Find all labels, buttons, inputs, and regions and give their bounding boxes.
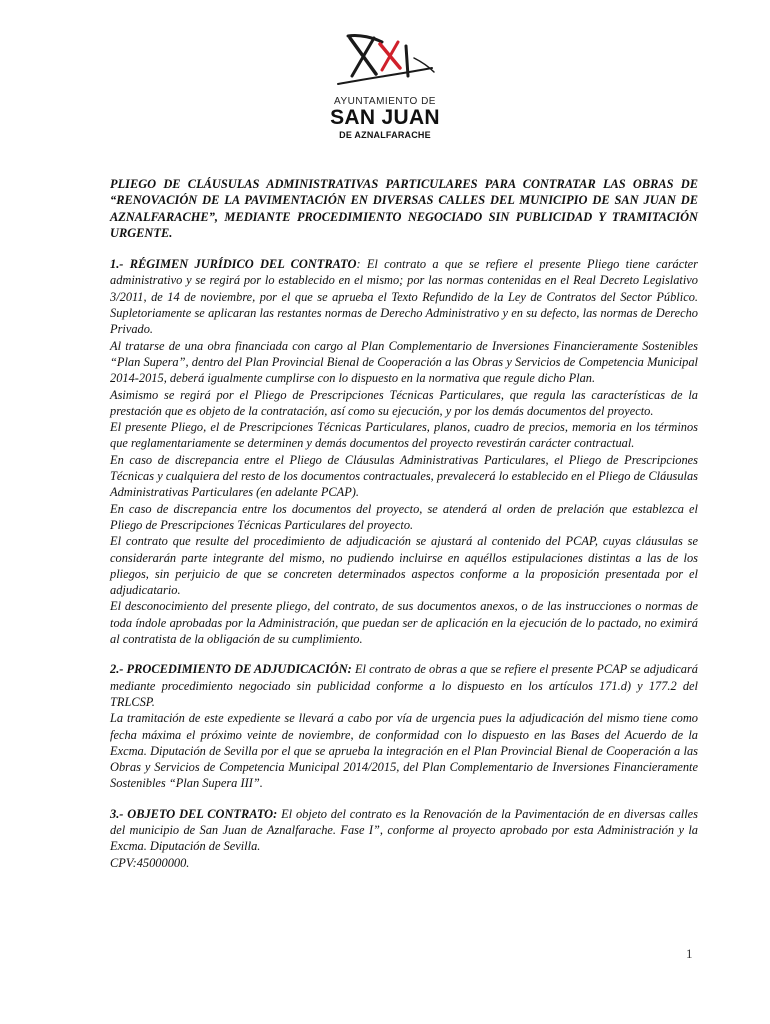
municipal-logo <box>320 28 450 168</box>
section-objeto-contrato <box>110 806 698 871</box>
document-title: PLIEGO DE CLÁUSULAS ADMINISTRATIVAS PARTICULARES PARA CONTRATAR LAS OBRAS DE “RENOVACIÓN DE LA PAVIMENTACIÓN EN DIVERSAS CALLES DEL MUNICIPIO DE SAN JUAN DE AZNALFARACHE”, MEDIANTE PROCEDIMIENTO NEGOCIADO SIN PUBLICIDAD Y TRAMITACIÓN URGENTE. <box>110 177 698 240</box>
logo-location: DE AZNALFARACHE <box>339 130 431 140</box>
section-1-paragraph-2: Al tratarse de una obra financiada con cargo al Plan Complementario de Inversiones Financieramente Sostenibles “Plan Supera”, dentro del Plan Provincial Bienal de Cooperación a las Obras y Servicios de Competencia Municipal 2014-2015, deberá igualmente cumplirse con lo dispuesto en la normativa que regule dicho Plan. <box>110 338 698 386</box>
section-procedimiento-adjudicacion <box>110 661 698 791</box>
section-1-paragraph-6: En caso de discrepancia entre los documentos del proyecto, se atenderá al orden de prelación que establezca el Pliego de Prescripciones Técnicas Particulares del proyecto. <box>110 501 698 532</box>
logo-name: SAN JUAN <box>330 106 440 129</box>
section-1-paragraph-3: Asimismo se regirá por el Pliego de Prescripciones Técnicas Particulares, que regula las características de la prestación que es objeto de la contratación, así como su ejecución, y por los demás documentos del proyecto. <box>110 387 698 418</box>
section-2-paragraph-2: La tramitación de este expediente se llevará a cabo por vía de urgencia pues la adjudicación del mismo tiene como fecha máxima el próximo veinte de noviembre, de conformidad con lo dispuesto en las Bases del Acuerdo de la Excma. Diputación de Sevilla por el que se aprueba la integración en el Plan Provincial Bienal de Cooperación a las Obras y Servicios de Competencia Municipal 2014/2015, del Plan Complementario de Inversiones Financieramente Sostenibles “Plan Supera III”. <box>110 711 698 791</box>
section-2-heading: 2.- PROCEDIMIENTO DE ADJUDICACIÓN: <box>110 662 352 677</box>
section-1-paragraph-8: El desconocimiento del presente pliego, del contrato, de sus documentos anexos, o de las instrucciones o normas de toda índole aprobadas por la Administración, que puedan ser de aplicación en la ejecución de lo pactado, no eximirá al contratista de la obligación de su cumplimiento. <box>110 599 698 647</box>
section-1-paragraph-7: El contrato que resulte del procedimiento de adjudicación se ajustará al contenido del PCAP, cuyas cláusulas se considerarán parte integrante del mismo, no pudiendo incluirse en aquéllos estipulaciones distintas a las de los pliegos, sin perjuicio de que se concreten determinados aspectos conforme a la proposición presentada por el adjudicatario. <box>110 534 698 598</box>
section-3-text: El objeto del contrato es la Renovación de la Pavimentación de en diversas calles del municipio de San Juan de Aznalfarache. Fase I”, conforme al proyecto aprobado por esta Administración y la Excma. Diputación de Sevilla. <box>110 806 698 854</box>
section-1-paragraph-5: En caso de discrepancia entre el Pliego de Cláusulas Administrativas Particulares, el Pliego de Prescripciones Técnicas y cualquiera del resto de los documentos contractuales, prevalecerá lo establecido en el Pliego de Cláusulas Administrativas Particulares (en adelante PCAP). <box>110 452 698 500</box>
document-body <box>110 176 698 885</box>
logo-subtitle: AYUNTAMIENTO DE <box>334 96 436 107</box>
section-3-paragraph-1 <box>110 806 698 855</box>
section-2-text: El contrato de obras a que se refiere el presente PCAP se adjudicará mediante procedimiento negociado sin publicidad conforme a lo dispuesto en los artículos 171.d) y 177.2 del TRLCSP. <box>110 662 698 709</box>
section-3-heading: 3.- OBJETO DEL CONTRATO: <box>110 806 278 821</box>
section-1-paragraph-1 <box>110 256 698 337</box>
section-3-paragraph-2: CPV:45000000. <box>110 855 190 870</box>
section-1-heading: 1.- RÉGIMEN JURÍDICO DEL CONTRATO <box>110 257 357 272</box>
section-1-text: : El contrato a que se refiere el presente Pliego tiene carácter administrativo y se regirá por lo establecido en el mismo; por las normas contenidas en el Real Decreto Legislativo 3/2011, de 14 de noviembre, por el que se aprueba el Texto Refundido de la Ley de Contratos del Sector Público. Supletoriamente se aplicaran las restantes normas de Derecho Administrativo y en su defecto, las normas de Derecho Privado. <box>110 257 698 337</box>
section-regimen-juridico <box>110 256 698 647</box>
page-number: 1 <box>686 946 693 961</box>
section-2-paragraph-1 <box>110 661 698 710</box>
xxi-emblem-icon <box>330 28 440 94</box>
section-1-paragraph-4: El presente Pliego, el de Prescripciones Técnicas Particulares, planos, cuadro de precios, memoria en los términos que reglamentariamente se determinen y demás documentos del proyecto revestirán carácter contractual. <box>110 420 698 451</box>
